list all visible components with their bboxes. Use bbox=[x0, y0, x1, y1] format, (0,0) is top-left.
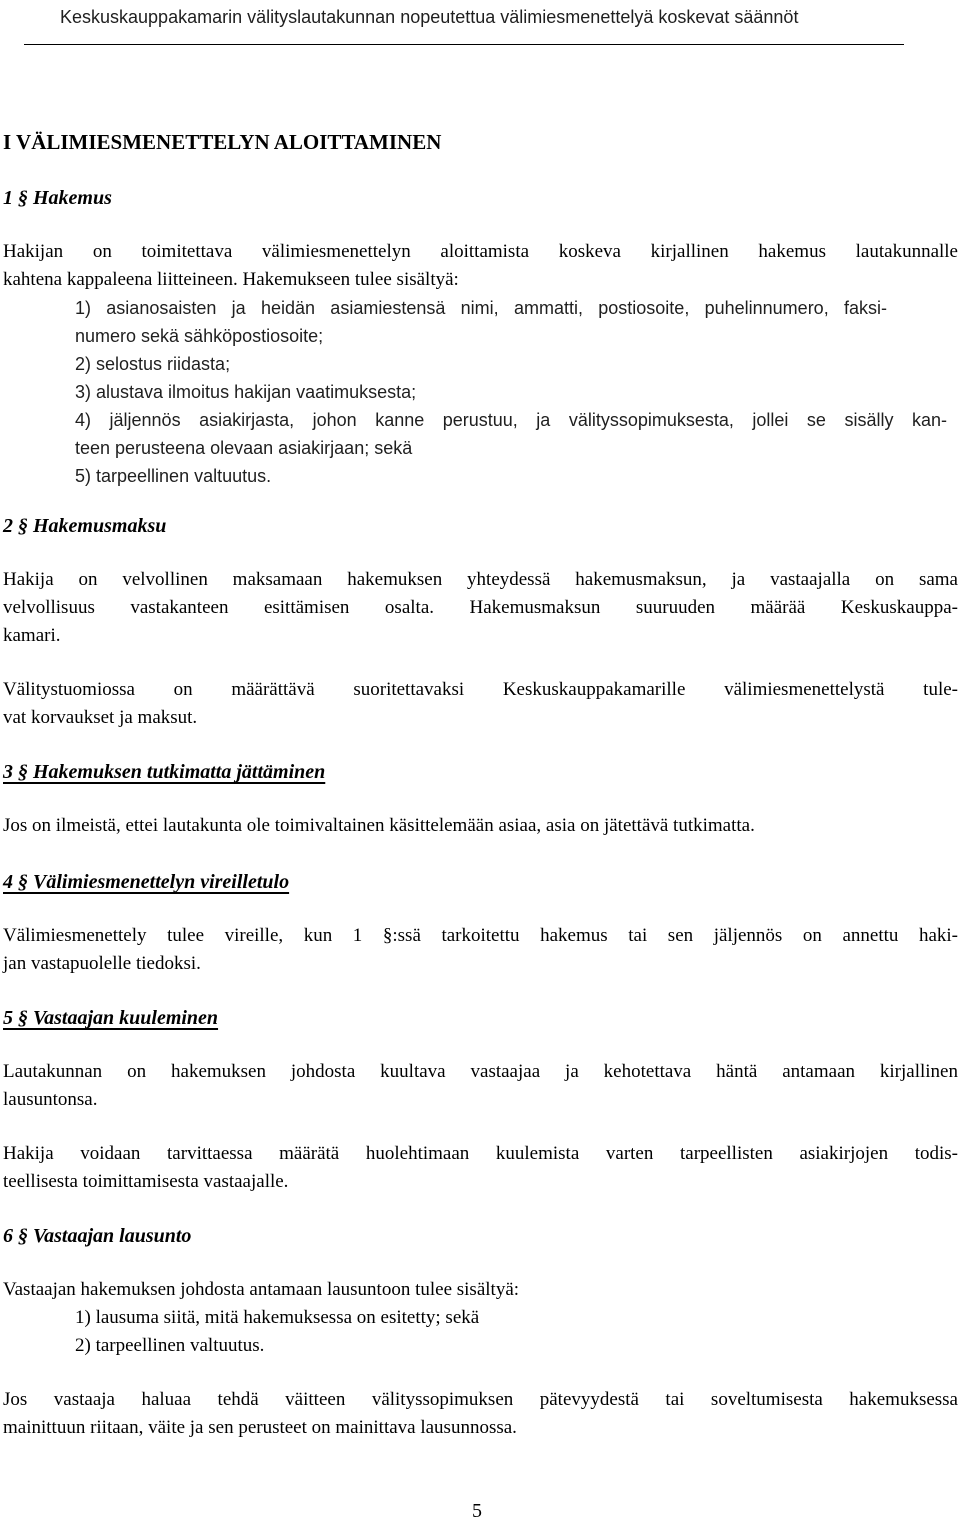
section-heading-5 bbox=[3, 1004, 218, 1032]
section-heading-3-text: 3 § Hakemuksen tutkimatta jättäminen bbox=[3, 761, 326, 783]
list-item: 1) lausuma siitä, mitä hakemuksessa on esitetty; sekä bbox=[75, 1307, 480, 1328]
list-item-continuation: teen perusteena olevaan asiakirjaan; sekä bbox=[75, 438, 413, 458]
paragraph-line: kamari. bbox=[3, 625, 61, 646]
paragraph-line: kahtena kappaleena liitteineen. Hakemukseen tulee sisältyä: bbox=[3, 269, 459, 290]
list-item: 3) alustava ilmoitus hakijan vaatimuksesta; bbox=[75, 382, 417, 402]
paragraph-line: velvollisuus vastakanteen esittämisen osalta. Hakemusmaksun suuruuden määrää Keskuskauppa- bbox=[3, 597, 958, 618]
section-heading-1: 1 § Hakemus bbox=[3, 187, 112, 209]
paragraph-line: Lautakunnan on hakemuksen johdosta kuultava vastaajaa ja kehotettava häntä antamaan kirjallinen bbox=[3, 1061, 958, 1082]
paragraph-line: Välitystuomiossa on määrättävä suoritettavaksi Keskuskauppakamarille välimiesmenettelystä tule- bbox=[3, 679, 958, 700]
section-heading-2: 2 § Hakemusmaksu bbox=[3, 515, 167, 537]
paragraph-line: jan vastapuolelle tiedoksi. bbox=[3, 953, 201, 974]
paragraph-line: Vastaajan hakemuksen johdosta antamaan lausuntoon tulee sisältyä: bbox=[3, 1279, 520, 1300]
paragraph-line: Välimiesmenettely tulee vireille, kun 1 §:ssä tarkoitettu hakemus tai sen jäljennös on annettu haki- bbox=[3, 925, 958, 946]
chapter-title: I VÄLIMIESMENETTELYN ALOITTAMINEN bbox=[3, 130, 442, 154]
list-item: 1) asianosaisten ja heidän asiamiestensä nimi, ammatti, postiosoite, puhelinnumero, faksi- bbox=[75, 298, 887, 318]
section-heading-4-text: 4 § Välimiesmenettelyn vireilletulo bbox=[3, 871, 290, 893]
section-heading-3 bbox=[3, 758, 325, 786]
paragraph-line: Jos vastaaja haluaa tehdä väitteen välityssopimuksen pätevyydestä tai soveltumisesta hakemuksessa bbox=[3, 1389, 958, 1410]
paragraph-line: Hakija on velvollinen maksamaan hakemuksen yhteydessä hakemusmaksun, ja vastaajalla on sama bbox=[3, 569, 958, 590]
paragraph-line: Hakijan on toimitettava välimiesmenettelyn aloittamista koskeva kirjallinen hakemus lautakunnalle bbox=[3, 241, 958, 262]
paragraph-line: teellisesta toimittamisesta vastaajalle. bbox=[3, 1171, 289, 1192]
paragraph-line: Hakija voidaan tarvittaessa määrätä huolehtimaan kuulemista varten tarpeellisten asiakirjojen todis- bbox=[3, 1143, 958, 1164]
page-number: 5 bbox=[472, 1500, 482, 1522]
list-item: 2) selostus riidasta; bbox=[75, 354, 231, 374]
paragraph-line: lausuntonsa. bbox=[3, 1089, 98, 1110]
list-item: 4) jäljennös asiakirjasta, johon kanne perustuu, ja välityssopimuksesta, jollei se sisälly kan- bbox=[75, 410, 947, 430]
paragraph-line: vat korvaukset ja maksut. bbox=[3, 707, 198, 728]
paragraph-line: mainittuun riitaan, väite ja sen perusteet on mainittava lausunnossa. bbox=[3, 1417, 517, 1438]
list-item-continuation: numero sekä sähköpostiosoite; bbox=[75, 326, 324, 346]
section-heading-6: 6 § Vastaajan lausunto bbox=[3, 1225, 192, 1247]
header-rule bbox=[24, 44, 904, 45]
list-item: 2) tarpeellinen valtuutus. bbox=[75, 1335, 265, 1356]
section-heading-5-text: 5 § Vastaajan kuuleminen bbox=[3, 1007, 219, 1029]
running-header: Keskuskauppakamarin välityslautakunnan nopeutettua välimiesmenettelyä koskevat säännöt bbox=[60, 7, 799, 27]
paragraph-line: Jos on ilmeistä, ettei lautakunta ole toimivaltainen käsittelemään asiaa, asia on jätettävä tutkimatta. bbox=[3, 815, 755, 836]
section-heading-4 bbox=[3, 868, 289, 896]
list-item: 5) tarpeellinen valtuutus. bbox=[75, 466, 272, 486]
